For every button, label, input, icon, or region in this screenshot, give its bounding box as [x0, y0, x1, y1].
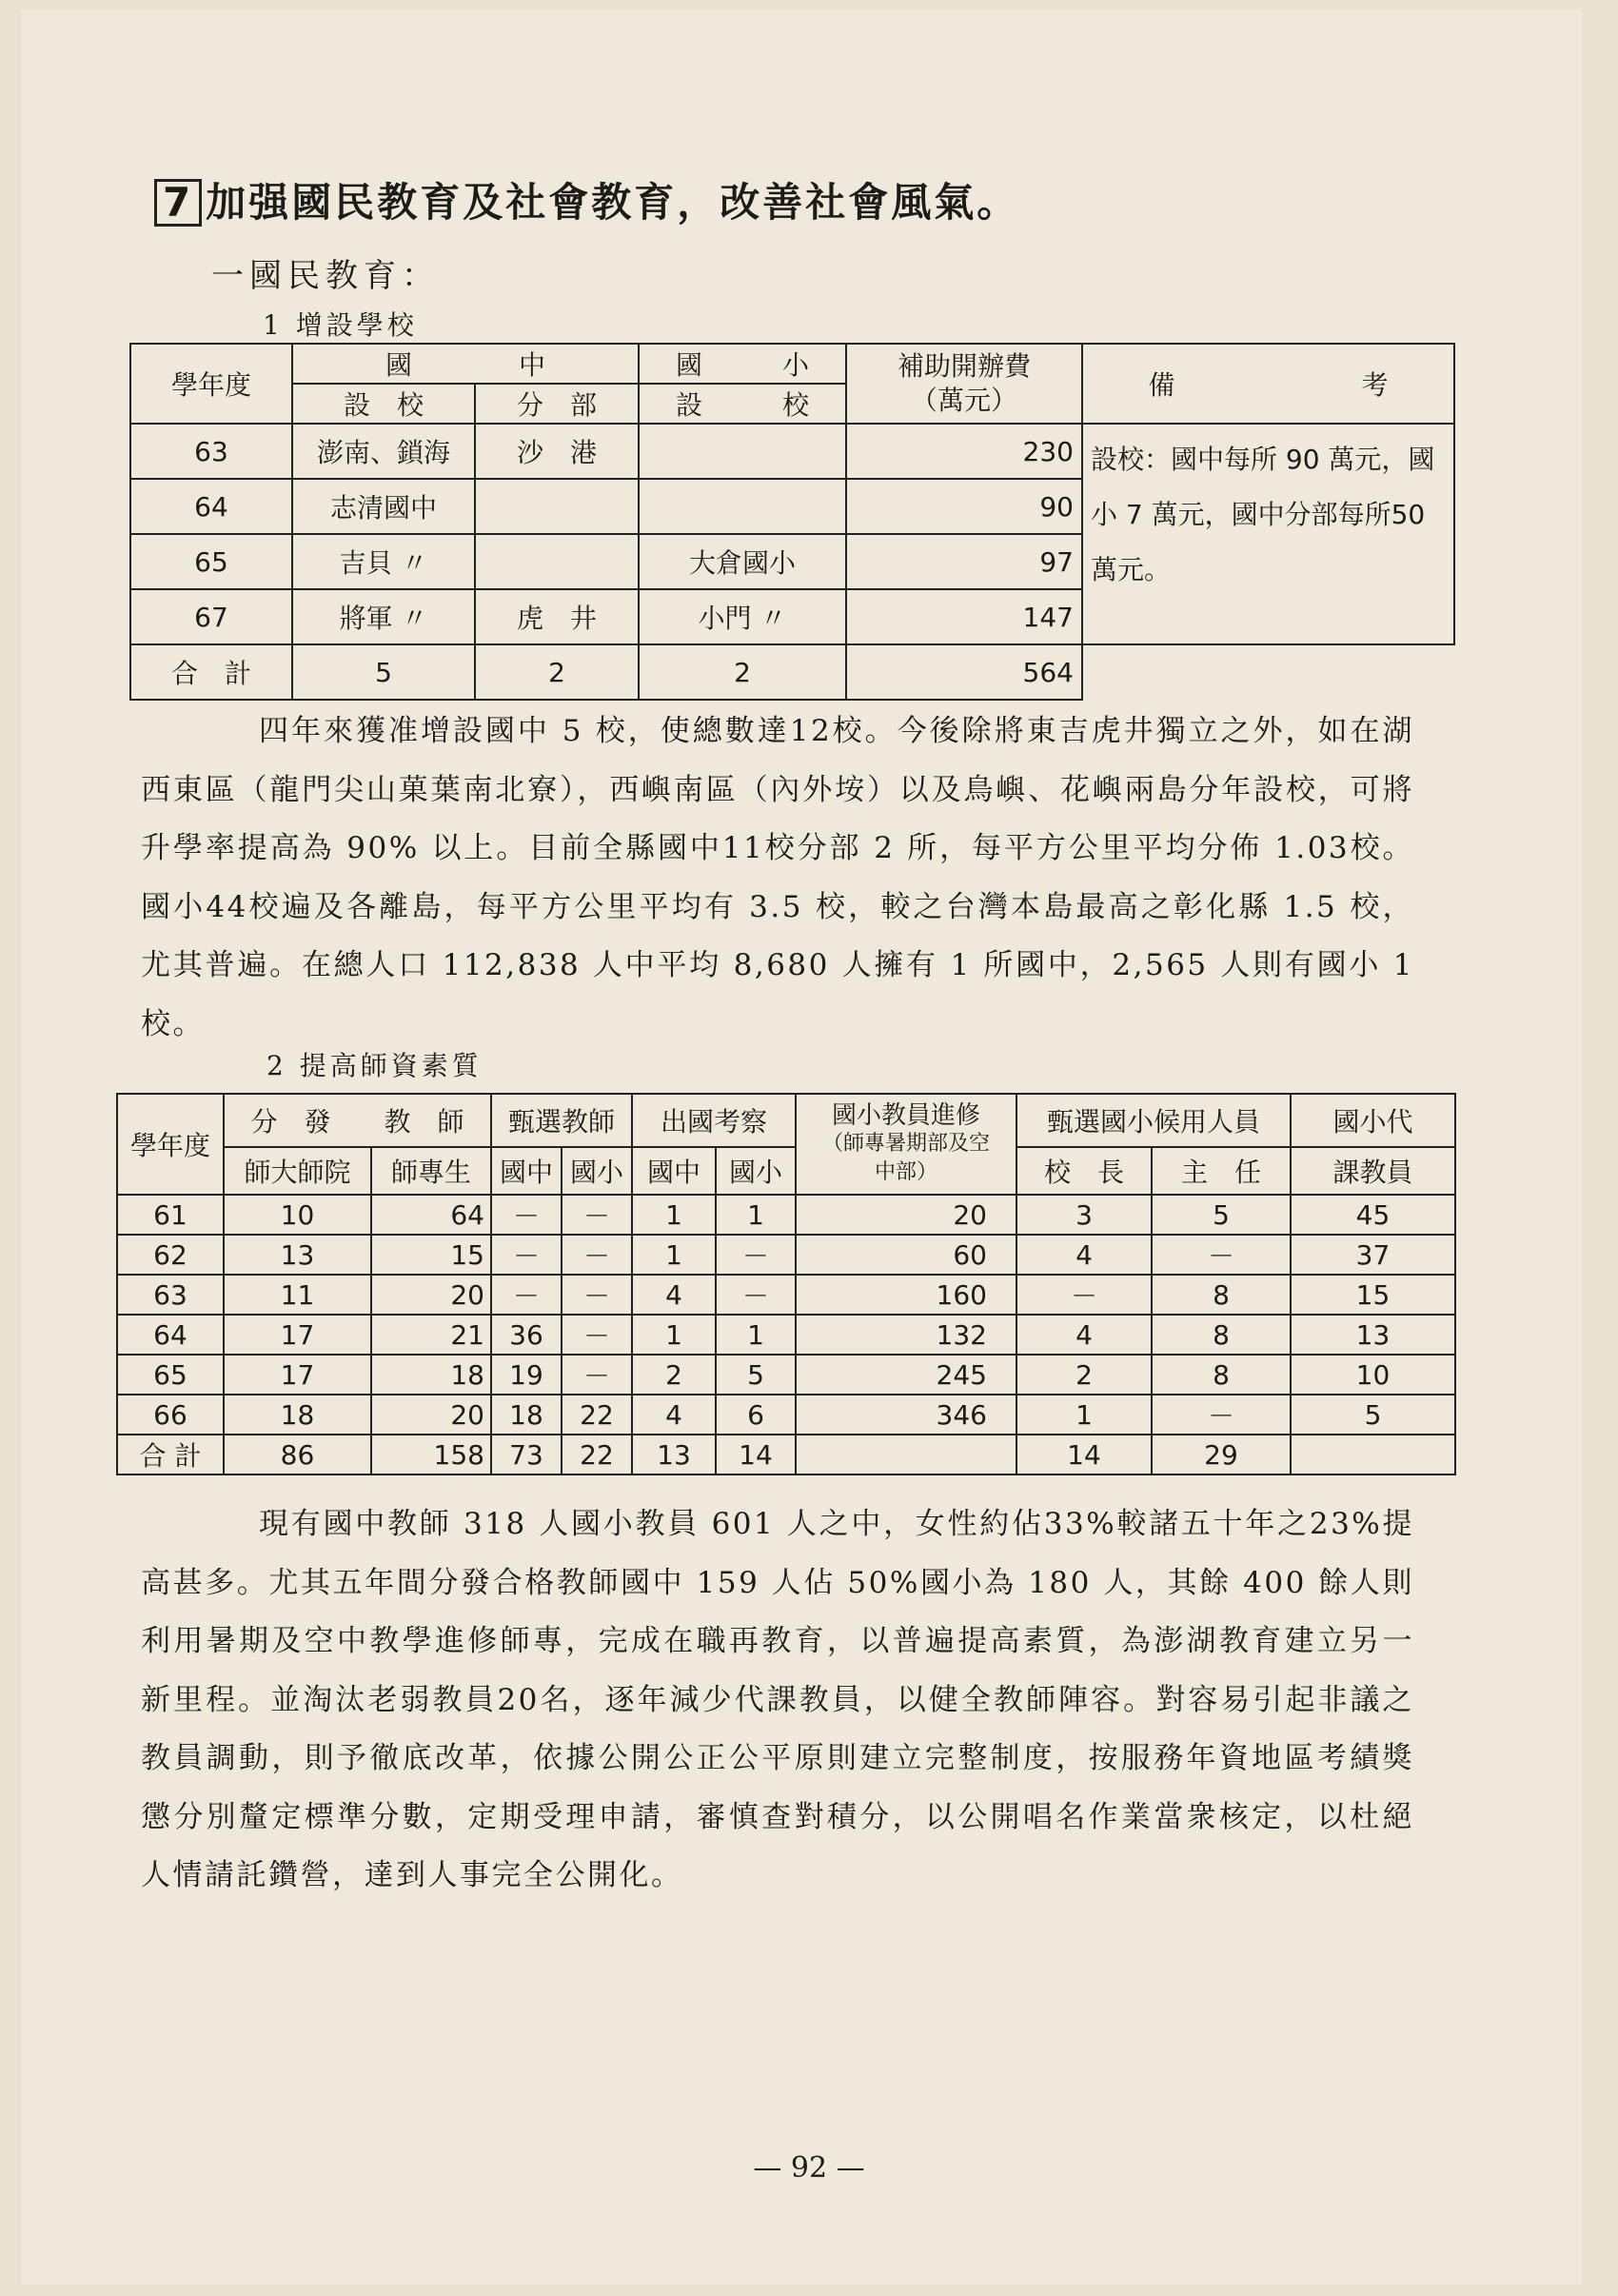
cell-year: 63 [117, 1275, 224, 1315]
table-row [130, 424, 1454, 479]
table1-heading: 1 增設學校 [263, 309, 418, 341]
header-year: 學年度 [117, 1094, 224, 1195]
cell-cand-director: 8 [1152, 1355, 1291, 1395]
cell-assign-univ: 17 [224, 1315, 371, 1355]
cell-study: 160 [796, 1275, 1016, 1315]
cell-study: 346 [796, 1395, 1016, 1435]
cell-assign-univ: 13 [224, 1235, 371, 1275]
cell-fund: 230 [846, 424, 1082, 479]
cell-assign-college: 18 [371, 1355, 491, 1395]
page-number: — 92 — [753, 2151, 865, 2185]
cell-abroad-junior: 1 [632, 1235, 716, 1275]
cell-assign-college: 64 [371, 1195, 491, 1235]
cell-total-junior: 5 [292, 644, 475, 700]
header-sub-2: 課教員 [1291, 1147, 1455, 1195]
new-schools-table [129, 343, 1455, 701]
cell-study: 132 [796, 1315, 1016, 1355]
cell-junior-branch: 沙 港 [475, 424, 639, 479]
cell-junior-branch: 虎 井 [475, 589, 639, 644]
cell-substitute: 5 [1291, 1395, 1455, 1435]
cell-cand-principal: 2 [1016, 1355, 1152, 1395]
cell-assign-univ: 17 [224, 1355, 371, 1395]
cell-primary-set: 小門 〃 [639, 589, 846, 644]
cell-total-branch: 2 [475, 644, 639, 700]
cell-total-label: 合 計 [130, 644, 292, 700]
cell-year: 合 計 [117, 1435, 224, 1475]
section-title-text: 加强國民教育及社會教育，改善社會風氣。 [206, 179, 1020, 226]
cell-abroad-primary: － [716, 1235, 796, 1275]
table2-heading: 2 提高師資素質 [266, 1050, 483, 1081]
paragraph-2-text: 現有國中教師 318 人國小教員 601 人之中，女性約佔33%較諸五十年之23%提高甚多。尤其五年間分發合格教師國中 159 人佔 50%國小為 180 人，其餘 400 餘人則利用暑期及空中教學進修師專，完成在職再教育，以普遍提高素質，為澎湖教育建立另一新里程。並淘汰老弱教員20名，逐年減少代課教員，以健全教師陣容。對容易引起非議之教員調動，則予徹底改革，依據公開公正公平原則建立完整制度，按服務年資地區考績獎懲分別釐定標準分數，定期受理申請，審慎查對積分，以公開唱名作業當衆核定，以杜絕人情請託鑽營，達到人事完全公開化。 [141, 1507, 1414, 1892]
cell-abroad-primary: 5 [716, 1355, 796, 1395]
cell-abroad-junior: 13 [632, 1435, 716, 1475]
cell-total-fund: 564 [846, 644, 1082, 700]
cell-substitute [1291, 1435, 1455, 1475]
cell-abroad-primary: 1 [716, 1315, 796, 1355]
cell-cand-principal: 14 [1016, 1435, 1152, 1475]
cell-cand-director: 8 [1152, 1315, 1291, 1355]
header-junior-set: 設 校 [292, 384, 475, 424]
cell-junior-set: 志清國中 [292, 479, 475, 534]
cell-junior-set: 澎南、鎖海 [292, 424, 475, 479]
table-row [117, 1395, 1455, 1435]
header-sub-1: 國小代 [1291, 1094, 1455, 1147]
cell-year: 65 [130, 534, 292, 589]
cell-primary-set [639, 479, 846, 534]
cell-primary-set: 大倉國小 [639, 534, 846, 589]
cell-select-primary: － [562, 1195, 632, 1235]
cell-year: 66 [117, 1395, 224, 1435]
cell-year: 65 [117, 1355, 224, 1395]
cell-abroad-junior: 1 [632, 1315, 716, 1355]
cell-assign-univ: 86 [224, 1435, 371, 1475]
cell-assign-college: 20 [371, 1395, 491, 1435]
cell-fund: 97 [846, 534, 1082, 589]
cell-fund: 90 [846, 479, 1082, 534]
header-study-label: 國小教員進修 [831, 1101, 980, 1130]
header-select: 甄選教師 [491, 1094, 632, 1147]
cell-substitute: 13 [1291, 1315, 1455, 1355]
cell-select-junior: 18 [491, 1395, 562, 1435]
cell-abroad-junior: 4 [632, 1275, 716, 1315]
header-cand: 甄選國小候用人員 [1016, 1094, 1291, 1147]
table-row [117, 1315, 1455, 1355]
cell-abroad-junior: 2 [632, 1355, 716, 1395]
remark-cell: 設校：國中每所 90 萬元，國小 7 萬元，國中分部每所50 萬元。 [1082, 424, 1454, 644]
cell-cand-director: 29 [1152, 1435, 1291, 1475]
cell-cand-principal: － [1016, 1275, 1152, 1315]
table-row [117, 1275, 1455, 1315]
header-year: 學年度 [130, 344, 292, 424]
table-row [117, 1195, 1455, 1235]
cell-abroad-primary: 6 [716, 1395, 796, 1435]
cell-substitute: 10 [1291, 1355, 1455, 1395]
header-primary-set: 設 校 [639, 384, 846, 424]
header-select-b: 國小 [562, 1147, 632, 1195]
cell-assign-college: 158 [371, 1435, 491, 1475]
cell-year: 64 [130, 479, 292, 534]
table-row [117, 1235, 1455, 1275]
cell-select-junior: 19 [491, 1355, 562, 1395]
cell-substitute: 37 [1291, 1235, 1455, 1275]
cell-substitute: 45 [1291, 1195, 1455, 1235]
cell-junior-branch [475, 479, 639, 534]
cell-select-primary: 22 [562, 1435, 632, 1475]
section-number: 7 [154, 179, 202, 227]
header-study [796, 1094, 1016, 1195]
subsection-heading: 一國民教育： [211, 257, 440, 295]
section-title [154, 171, 1019, 228]
cell-year: 64 [117, 1315, 224, 1355]
cell-select-primary: － [562, 1315, 632, 1355]
header-select-a: 國中 [491, 1147, 562, 1195]
empty-cell [1082, 644, 1454, 700]
header-remark: 備 考 [1082, 344, 1454, 424]
cell-abroad-junior: 4 [632, 1395, 716, 1435]
teacher-quality-table [116, 1093, 1456, 1475]
cell-cand-principal: 4 [1016, 1315, 1152, 1355]
cell-abroad-primary: 14 [716, 1435, 796, 1475]
cell-select-junior: － [491, 1235, 562, 1275]
paragraph-1-text: 四年來獲准增設國中 5 校，使總數達12校。今後除將東吉虎井獨立之外，如在湖西東區（龍門尖山菓葉南北寮），西嶼南區（內外垵）以及鳥嶼、花嶼兩島分年設校，可將升學率提高為 90% 以上。目前全縣國中11校分部 2 所，每平方公里平均分佈 1.03校。國小44校遍及各離島，每平方公里平均有 3.5 校，較之台灣本島最高之彰化縣 1.5 校，尤其普遍。在總人口 112,838 人中平均 8,680 人擁有 1 所國中，2,565 人則有國小 1 校。 [141, 714, 1414, 1041]
cell-abroad-primary: 1 [716, 1195, 796, 1235]
cell-assign-college: 21 [371, 1315, 491, 1355]
cell-assign-univ: 10 [224, 1195, 371, 1235]
cell-assign-college: 20 [371, 1275, 491, 1315]
header-assign-a: 師大師院 [224, 1147, 371, 1195]
cell-study: 245 [796, 1355, 1016, 1395]
header-study-sub: （師專暑期部及空中部） [821, 1132, 990, 1184]
cell-junior-branch [475, 534, 639, 589]
cell-select-junior: － [491, 1275, 562, 1315]
cell-primary-set [639, 424, 846, 479]
cell-assign-univ: 11 [224, 1275, 371, 1315]
header-cand-b: 主 任 [1152, 1147, 1291, 1195]
cell-select-primary: － [562, 1235, 632, 1275]
header-abroad-b: 國小 [716, 1147, 796, 1195]
cell-total-primary: 2 [639, 644, 846, 700]
cell-select-primary: 22 [562, 1395, 632, 1435]
total-row [130, 644, 1454, 700]
header-fund [846, 344, 1082, 424]
header-fund-label: 補助開辦費 [897, 350, 1031, 382]
cell-select-primary: － [562, 1355, 632, 1395]
cell-select-primary: － [562, 1275, 632, 1315]
cell-year: 63 [130, 424, 292, 479]
cell-study [796, 1435, 1016, 1475]
cell-abroad-primary: － [716, 1275, 796, 1315]
cell-cand-director: － [1152, 1395, 1291, 1435]
paragraph-1 [141, 703, 1414, 1054]
header-assign-b: 師專生 [371, 1147, 491, 1195]
header-cand-a: 校 長 [1016, 1147, 1152, 1195]
cell-select-junior: 73 [491, 1435, 562, 1475]
cell-cand-director: － [1152, 1235, 1291, 1275]
table-row [117, 1355, 1455, 1395]
header-abroad-a: 國中 [632, 1147, 716, 1195]
header-abroad: 出國考察 [632, 1094, 796, 1147]
cell-select-junior: 36 [491, 1315, 562, 1355]
cell-junior-set: 將軍 〃 [292, 589, 475, 644]
paragraph-2 [141, 1495, 1414, 1906]
cell-cand-principal: 3 [1016, 1195, 1152, 1235]
cell-study: 60 [796, 1235, 1016, 1275]
cell-select-junior: － [491, 1195, 562, 1235]
header-junior: 國 中 [292, 344, 639, 384]
cell-study: 20 [796, 1195, 1016, 1235]
cell-cand-director: 8 [1152, 1275, 1291, 1315]
header-assign: 分 發 教 師 [224, 1094, 491, 1147]
cell-cand-principal: 4 [1016, 1235, 1152, 1275]
cell-substitute: 15 [1291, 1275, 1455, 1315]
header-fund-unit: （萬元） [910, 385, 1017, 416]
cell-assign-univ: 18 [224, 1395, 371, 1435]
header-junior-branch: 分 部 [475, 384, 639, 424]
cell-fund: 147 [846, 589, 1082, 644]
header-primary: 國 小 [639, 344, 846, 384]
cell-abroad-junior: 1 [632, 1195, 716, 1235]
cell-cand-principal: 1 [1016, 1395, 1152, 1435]
cell-year: 61 [117, 1195, 224, 1235]
total-row [117, 1435, 1455, 1475]
cell-year: 67 [130, 589, 292, 644]
cell-year: 62 [117, 1235, 224, 1275]
cell-assign-college: 15 [371, 1235, 491, 1275]
cell-cand-director: 5 [1152, 1195, 1291, 1235]
cell-junior-set: 吉貝 〃 [292, 534, 475, 589]
